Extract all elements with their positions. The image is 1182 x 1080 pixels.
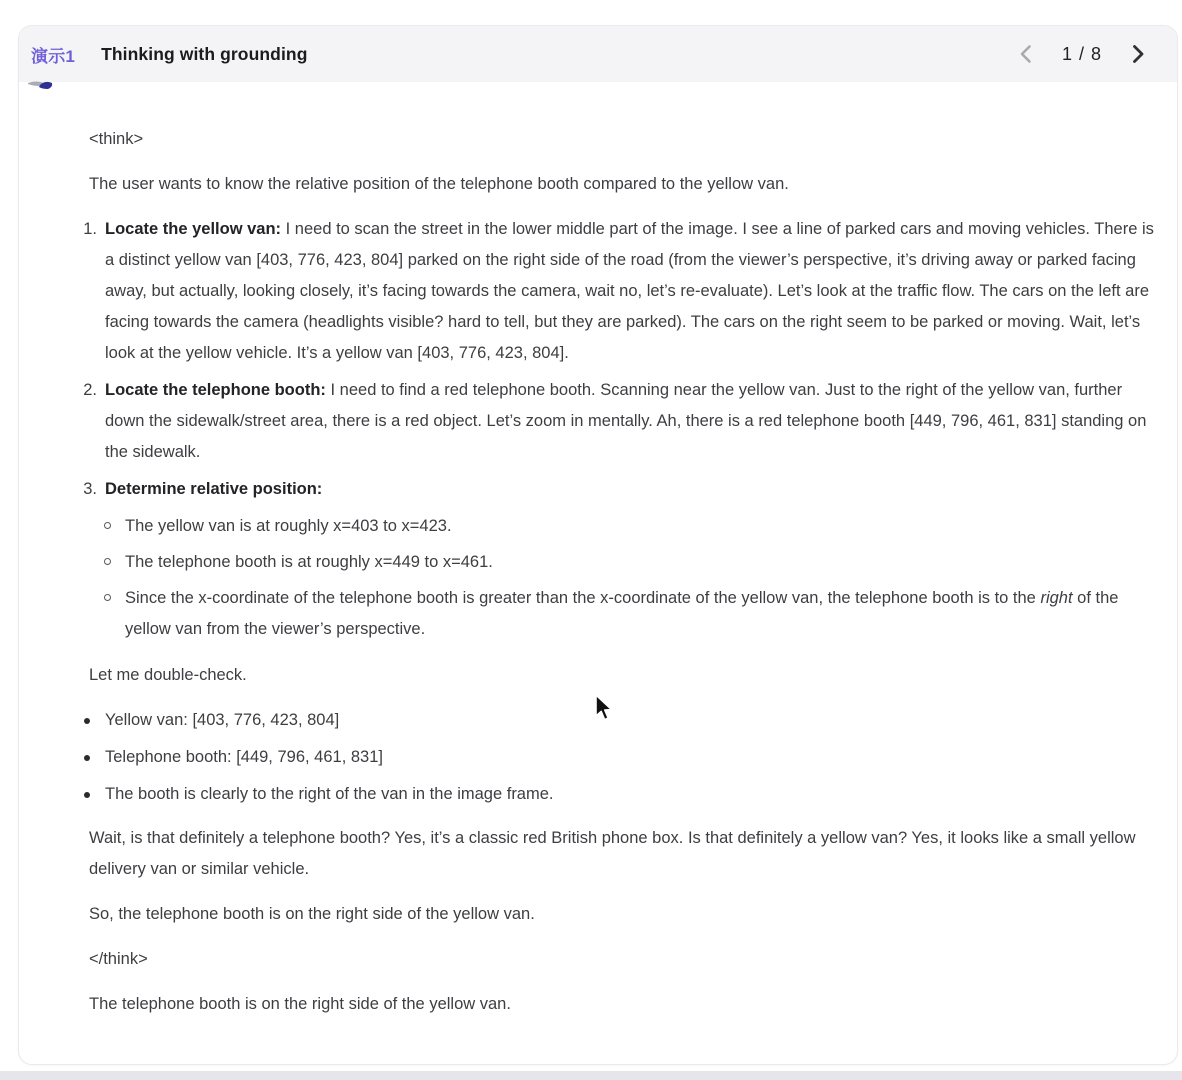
chevron-right-icon xyxy=(1132,44,1145,64)
bullet-icon xyxy=(84,792,90,798)
substep-text: The telephone booth is at roughly x=449 to x=461. xyxy=(125,553,493,571)
check-bullet-list xyxy=(89,705,1161,810)
substep-text-pre: Since the x-coordinate of the telephone booth is greater than the x-coordinate of the yellow van, the telephone booth is to the xyxy=(125,589,1041,607)
circle-bullet-icon xyxy=(104,558,111,565)
sub-list-item xyxy=(97,511,1161,542)
substep-text: The yellow van is at roughly x=403 to x=423. xyxy=(125,517,452,535)
bullet-item xyxy=(77,705,1161,736)
list-number: 1. xyxy=(83,220,97,238)
step-body: I need to find a red telephone booth. Scanning near the yellow van. Just to the right of the yellow van, further down the sidewalk/street area, there is a red object. Let’s zoom in mentally. Ah, there is a red telephone booth [449, 796, 461, 831] standing on the sidewalk. xyxy=(105,381,1147,461)
wait-paragraph: Wait, is that definitely a telephone booth? Yes, it’s a classic red British phone box. Is that definitely a yellow van? Yes, it looks like a small yellow delivery van or similar vehicle. xyxy=(89,829,1136,878)
think-open-tag: <think> xyxy=(89,130,144,148)
bullet-icon xyxy=(84,718,90,724)
intro-paragraph: The user wants to know the relative position of the telephone booth compared to the yellow van. xyxy=(89,175,789,193)
bullet-item xyxy=(77,779,1161,810)
think-close-tag: </think> xyxy=(89,950,148,968)
bullet-text: Telephone booth: [449, 796, 461, 831] xyxy=(105,748,383,766)
next-page-button[interactable] xyxy=(1128,40,1149,68)
page-indicator: 1 / 8 xyxy=(1061,43,1102,64)
list-number: 3. xyxy=(83,480,97,498)
double-check-paragraph: Let me double-check. xyxy=(89,666,247,684)
list-item xyxy=(77,214,1161,369)
final-answer: The telephone booth is on the right side of the yellow van. xyxy=(89,995,511,1013)
circle-bullet-icon xyxy=(104,594,111,601)
demo-badge: 演示1 xyxy=(31,46,76,66)
prev-page-button[interactable] xyxy=(1015,40,1036,68)
substeps-list xyxy=(109,511,1161,645)
sub-list-item xyxy=(97,547,1161,578)
steps-list xyxy=(83,214,1161,650)
chevron-left-icon xyxy=(1019,44,1032,64)
step-lead: Determine relative position: xyxy=(105,480,323,498)
step-lead: Locate the telephone booth: xyxy=(105,381,326,399)
list-item xyxy=(77,474,1161,650)
bullet-icon xyxy=(84,755,90,761)
demo-card xyxy=(18,25,1178,1065)
carousel-pager xyxy=(1015,40,1149,68)
step-body: I need to scan the street in the lower middle part of the image. I see a line of parked cars and moving vehicles. There is a distinct yellow van [403, 776, 423, 804] parked on the right side of the road (from the viewer’s perspective, it’s driving away or parked facing away, but actually, looking closely, it’s facing towards the camera, wait no, let’s re-evaluate). Let’s look at the traffic flow. The cars on the left are facing towards the camera (headlights visible? hard to tell, but they are parked). The cars on the right seem to be parked or moving. Wait, let’s look at the yellow vehicle. It’s a yellow van [403, 776, 423, 804]. xyxy=(105,220,1154,362)
substep-text-post: of the yellow van from the viewer’s perspective. xyxy=(125,589,1119,638)
sub-list-item xyxy=(97,583,1161,645)
circle-bullet-icon xyxy=(104,522,111,529)
substep-text-italic: right xyxy=(1040,589,1073,607)
list-item xyxy=(77,375,1161,468)
thinking-transcript xyxy=(19,82,1177,1020)
page-title: Thinking with grounding xyxy=(101,43,308,64)
step-lead: Locate the yellow van: xyxy=(105,220,282,238)
bullet-item xyxy=(77,742,1161,773)
assistant-logo-icon xyxy=(26,76,58,96)
bullet-text: Yellow van: [403, 776, 423, 804] xyxy=(105,711,340,729)
next-card-edge xyxy=(0,1071,1182,1080)
card-header xyxy=(19,26,1177,82)
bullet-text: The booth is clearly to the right of the van in the image frame. xyxy=(105,785,554,803)
conclusion-paragraph: So, the telephone booth is on the right side of the yellow van. xyxy=(89,905,535,923)
list-number: 2. xyxy=(83,381,97,399)
